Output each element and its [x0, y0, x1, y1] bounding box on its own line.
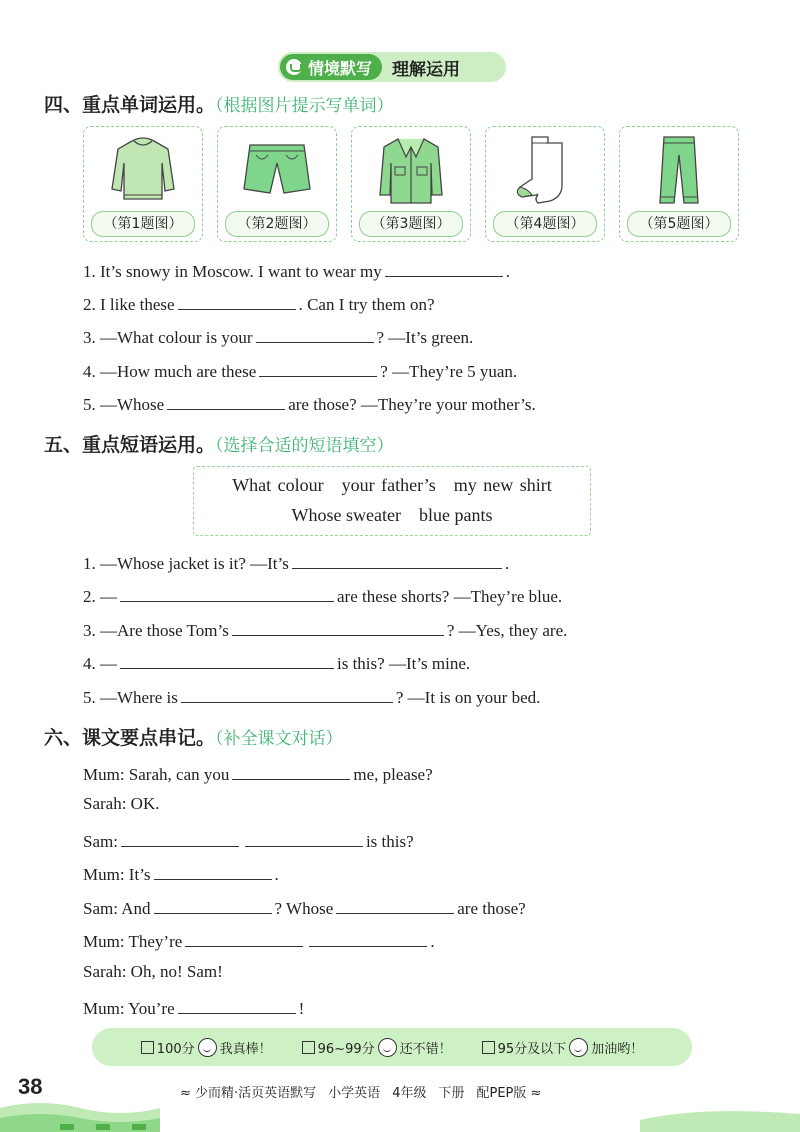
score-bar: [92, 1028, 692, 1066]
dialogue-text: is this?: [365, 832, 414, 851]
score-option-100: [141, 1038, 272, 1057]
s4-q2-post: . Can I try them on?: [298, 295, 435, 314]
dialogue-text: .: [274, 865, 279, 884]
section6-hint: （补全课文对话）: [215, 729, 343, 749]
dialogue-text: Sarah: Oh, no! Sam!: [83, 962, 223, 981]
section4-hint: （根据图片提示写单词）: [215, 96, 394, 116]
section6-title: [44, 723, 343, 750]
phrase-option: your father’s: [341, 475, 436, 495]
section6-title-text: 六、课文要点串记。: [44, 727, 216, 749]
dialogue-line-8: [83, 993, 304, 1017]
score-option-96: [302, 1038, 452, 1057]
section4-title: [44, 90, 394, 117]
checkbox-icon[interactable]: [482, 1041, 495, 1054]
score-label: 100分: [156, 1041, 195, 1057]
picture-caption-3: （第3题图）: [359, 211, 463, 237]
dialogue-text: Mum: Sarah, can you: [83, 765, 230, 784]
answer-blank[interactable]: [181, 682, 393, 703]
dialogue-text: Mum: It’s: [83, 865, 151, 884]
footer-volume: 下册: [438, 1086, 465, 1101]
picture-caption-2: （第2题图）: [225, 211, 329, 237]
s4-q1-pre: 1. It’s snowy in Moscow. I want to wear my: [83, 262, 382, 281]
s4-question-4: [83, 356, 517, 380]
dialogue-text: are those?: [457, 899, 526, 918]
smiley-icon: [569, 1038, 588, 1057]
footer-grade: 4年级: [392, 1086, 427, 1101]
s4-q3-post: ? —It’s green.: [376, 328, 474, 347]
page-number: 38: [18, 1074, 43, 1099]
s5-q1-post: .: [504, 554, 510, 573]
answer-blank[interactable]: [154, 893, 272, 914]
checkbox-icon[interactable]: [141, 1041, 154, 1054]
s4-question-1: [83, 256, 510, 280]
answer-blank[interactable]: [121, 826, 239, 847]
phrase-option: What colour: [232, 475, 324, 495]
s4-q5-pre: 5. —Whose: [83, 395, 165, 414]
sweater-icon: [108, 133, 178, 207]
s5-question-2: [83, 581, 562, 605]
dialogue-text: Sarah: OK.: [83, 794, 160, 813]
jacket-icon: [376, 133, 446, 207]
answer-blank[interactable]: [154, 859, 272, 880]
picture-card-3: [351, 126, 471, 242]
s5-q5-post: ? —It is on your bed.: [395, 688, 541, 707]
socks-icon: [510, 133, 580, 207]
answer-blank[interactable]: [385, 256, 503, 277]
score-message: 还不错！: [399, 1041, 452, 1057]
s5-q1-pre: 1. —Whose jacket is it? —It’s: [83, 554, 289, 573]
phrase-option: blue pants: [418, 505, 493, 525]
footer-info: [180, 1082, 553, 1101]
s5-q2-post: are these shorts? —They’re blue.: [337, 587, 563, 606]
picture-card-4: [485, 126, 605, 242]
dialogue-text: me, please?: [353, 765, 433, 784]
s4-q4-post: ? —They’re 5 yuan.: [380, 362, 518, 381]
answer-blank[interactable]: [309, 926, 427, 947]
smile-icon: [286, 59, 302, 75]
s4-q1-post: .: [505, 262, 510, 281]
s5-question-4: [83, 648, 470, 672]
s5-question-1: [83, 548, 509, 572]
smiley-icon: [198, 1038, 217, 1057]
score-message: 加油哟！: [591, 1041, 644, 1057]
s4-q4-pre: 4. —How much are these: [83, 362, 257, 381]
dialogue-line-2: [83, 792, 159, 816]
s5-question-3: [83, 615, 567, 639]
s5-q4-pre: 4. —: [83, 654, 117, 673]
answer-blank[interactable]: [292, 548, 502, 569]
score-option-95: [482, 1038, 644, 1057]
checkbox-icon[interactable]: [302, 1041, 315, 1054]
answer-blank[interactable]: [185, 926, 303, 947]
score-label: 95分及以下: [497, 1041, 567, 1057]
picture-card-2: [217, 126, 337, 242]
score-message: 我真棒！: [219, 1041, 272, 1057]
dialogue-text: Mum: You’re: [83, 999, 175, 1018]
section5-hint: （选择合适的短语填空）: [215, 436, 394, 456]
dialogue-text: Sam: And: [83, 899, 151, 918]
s4-q2-pre: 2. I like these: [83, 295, 175, 314]
answer-blank[interactable]: [232, 759, 350, 780]
answer-blank[interactable]: [336, 893, 454, 914]
picture-row: [83, 126, 737, 244]
dialogue-line-5: [83, 893, 526, 917]
shorts-icon: [242, 133, 312, 207]
pants-icon: [644, 133, 714, 207]
phrase-option: my new shirt: [453, 475, 552, 495]
dialogue-line-1: [83, 759, 433, 783]
picture-caption-5: （第5题图）: [627, 211, 731, 237]
footer-edition: 配PEP版 ≈: [476, 1086, 542, 1101]
dialogue-text: Sam:: [83, 832, 118, 851]
s5-q2-pre: 2. —: [83, 587, 117, 606]
section4-title-text: 四、重点单词运用。: [44, 94, 216, 116]
dialogue-text: !: [298, 999, 305, 1018]
answer-blank[interactable]: [259, 356, 377, 377]
phrase-box: [193, 466, 591, 536]
answer-blank[interactable]: [120, 648, 334, 669]
score-label: 96~99分: [317, 1041, 375, 1057]
s5-q5-pre: 5. —Where is: [83, 688, 178, 707]
banner-title: 理解运用: [392, 59, 461, 80]
section5-title-text: 五、重点短语运用。: [44, 434, 216, 456]
footer-series: ≈ 少而精·活页英语默写: [180, 1086, 317, 1101]
answer-blank[interactable]: [178, 993, 296, 1014]
answer-blank[interactable]: [120, 581, 334, 602]
dialogue-line-7: [83, 960, 223, 984]
phrase-option: Whose sweater: [291, 505, 401, 525]
picture-card-5: [619, 126, 739, 242]
footer-subject: 小学英语: [328, 1086, 381, 1101]
answer-blank[interactable]: [232, 615, 444, 636]
dialogue-text: Mum: They’re: [83, 932, 183, 951]
answer-blank[interactable]: [245, 826, 363, 847]
s4-q5-post: are those? —They’re your mother’s.: [288, 395, 536, 414]
answer-blank[interactable]: [178, 289, 296, 310]
smiley-icon: [378, 1038, 397, 1057]
dialogue-text: ? Whose: [274, 899, 334, 918]
s4-question-3: [83, 322, 473, 346]
banner-tag-text: 情境默写: [308, 58, 373, 78]
answer-blank[interactable]: [167, 389, 285, 410]
section-banner: [278, 52, 506, 82]
dialogue-line-3: [83, 826, 414, 850]
picture-card-1: [83, 126, 203, 242]
banner-tag: [280, 54, 382, 80]
s5-q3-pre: 3. —Are those Tom’s: [83, 621, 229, 640]
s5-q3-post: ? —Yes, they are.: [446, 621, 568, 640]
s5-q4-post: is this? —It’s mine.: [337, 654, 471, 673]
answer-blank[interactable]: [256, 322, 374, 343]
s4-q3-pre: 3. —What colour is your: [83, 328, 253, 347]
dialogue-line-6: [83, 926, 435, 950]
picture-caption-1: （第1题图）: [91, 211, 195, 237]
section5-title: [44, 430, 394, 457]
picture-caption-4: （第4题图）: [493, 211, 597, 237]
dialogue-line-4: [83, 859, 279, 883]
dialogue-text: .: [430, 932, 435, 951]
s5-question-5: [83, 682, 540, 706]
s4-question-2: [83, 289, 435, 313]
s4-question-5: [83, 389, 536, 413]
